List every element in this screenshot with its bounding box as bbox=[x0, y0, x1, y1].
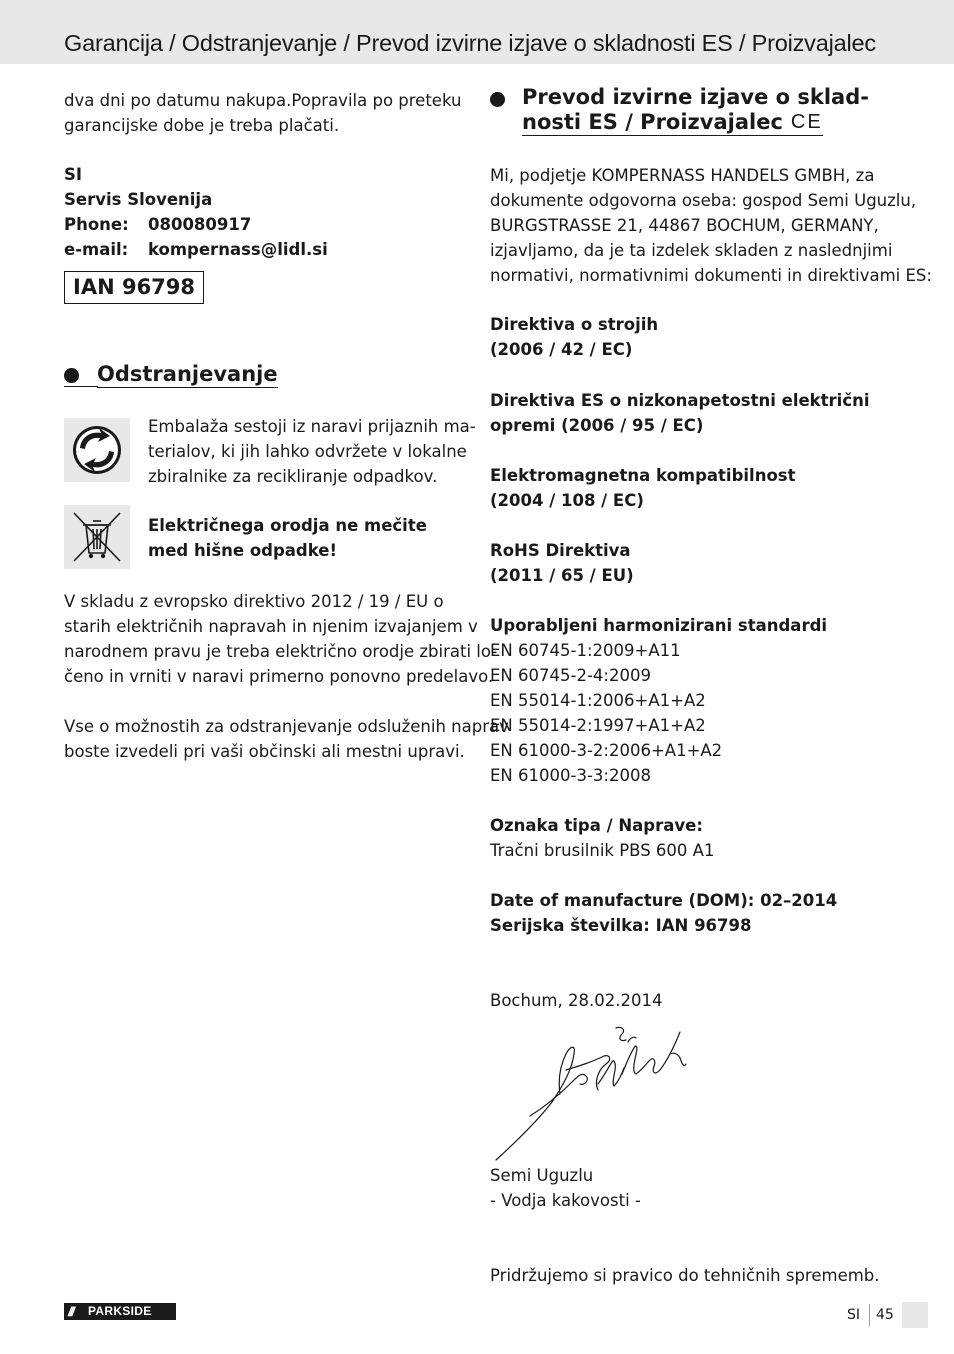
type-heading: Oznaka tipa / Naprave: bbox=[490, 816, 703, 835]
info-line: boste izvedeli pri vaši občinski ali mestni upravi. bbox=[64, 742, 465, 761]
email-label: e-mail: bbox=[64, 240, 129, 259]
section-title: Odstranjevanje bbox=[97, 362, 278, 386]
footer-language: SI bbox=[847, 1307, 861, 1323]
standard-item: EN 61000-3-3:2008 bbox=[490, 766, 651, 785]
serial-line: Serijska številka: IAN 96798 bbox=[490, 916, 752, 935]
logo-stripes-icon: /// bbox=[68, 1304, 73, 1319]
declaration-intro-line: normativi, normativnimi dokumenti in direktivami ES: bbox=[490, 266, 932, 285]
directive-line: narodnem pravu je treba električno orodje zbirati lo- bbox=[64, 642, 498, 661]
info-line: Vse o možnostih za odstranjevanje odsluženih naprav bbox=[64, 717, 509, 736]
place-date: Bochum, 28.02.2014 bbox=[490, 991, 663, 1010]
standard-item: EN 60745-2-4:2009 bbox=[490, 666, 651, 685]
logo-text: PARKSIDE bbox=[88, 1304, 152, 1318]
bullet-icon bbox=[64, 368, 79, 383]
ce-mark-icon: CE bbox=[790, 111, 823, 133]
packaging-line: terialov, ki jih lahko odvržete v lokalne bbox=[148, 442, 467, 461]
declaration-intro-line: BURGSTRASSE 21, 44867 BOCHUM, GERMANY, bbox=[490, 216, 879, 235]
packaging-line: zbiralnike za recikliranje odpadkov. bbox=[148, 467, 438, 486]
heading-underline bbox=[64, 386, 98, 387]
signer-role: - Vodja kakovosti - bbox=[490, 1191, 641, 1210]
signer-name: Semi Uguzlu bbox=[490, 1166, 594, 1185]
directive-name: RoHS Direktiva bbox=[490, 541, 631, 560]
directive-name: Direktiva ES o nizkonapetostni električni bbox=[490, 391, 870, 410]
standards-heading: Uporabljeni harmonizirani standardi bbox=[490, 616, 828, 635]
standard-item: EN 55014-2:1997+A1+A2 bbox=[490, 716, 706, 735]
page-tab bbox=[902, 1302, 928, 1328]
standard-item: EN 55014-1:2006+A1+A2 bbox=[490, 691, 706, 710]
directive-line: V skladu z evropsko direktivo 2012 / 19 / EU o bbox=[64, 592, 444, 611]
warning-line: med hišne odpadke! bbox=[148, 541, 337, 560]
declaration-intro-line: izjavljamo, da je ta izdelek skladen z naslednjimi bbox=[490, 241, 893, 260]
phone-label: Phone: bbox=[64, 215, 129, 234]
service-name: Servis Slovenija bbox=[64, 190, 213, 209]
directive-code: (2006 / 42 / EC) bbox=[490, 340, 633, 359]
intro-line: dva dni po datumu nakupa.Popravila po preteku bbox=[64, 91, 462, 110]
service-country: SI bbox=[64, 165, 83, 184]
section-heading-disposal bbox=[64, 362, 278, 388]
directive-name: Direktiva o strojih bbox=[490, 315, 659, 334]
directive-name: Elektromagnetna kompatibilnost bbox=[490, 466, 796, 485]
parkside-logo bbox=[64, 1303, 176, 1320]
declaration-intro-line: Mi, podjetje KOMPERNASS HANDELS GMBH, za bbox=[490, 166, 875, 185]
dom-line: Date of manufacture (DOM): 02–2014 bbox=[490, 891, 838, 910]
footer-divider bbox=[869, 1304, 870, 1326]
changes-notice: Pridržujemo si pravico do tehničnih sprememb. bbox=[490, 1266, 880, 1285]
type-value: Tračni brusilnik PBS 600 A1 bbox=[490, 841, 715, 860]
declaration-heading-line: Prevod izvirne izjave o sklad- bbox=[522, 85, 869, 109]
email-value: kompernass@lidl.si bbox=[148, 240, 328, 259]
declaration-intro-line: dokumente odgovorna oseba: gospod Semi Uguzlu, bbox=[490, 191, 917, 210]
crossed-bin-icon bbox=[64, 505, 130, 569]
page-title: Garancija / Odstranjevanje / Prevod izvirne izjave o skladnosti ES / Proizvajalec bbox=[64, 30, 876, 56]
declaration-heading-row bbox=[522, 110, 823, 136]
packaging-line: Embalaža sestoji iz naravi prijaznih ma- bbox=[148, 417, 476, 436]
directive-line: starih električnih napravah in njenim izvajanjem v bbox=[64, 617, 478, 636]
declaration-heading-line: nosti ES / Proizvajalec bbox=[522, 110, 783, 134]
recycling-icon bbox=[64, 418, 130, 482]
directive-code: (2011 / 65 / EU) bbox=[490, 566, 634, 585]
page-number: 45 bbox=[876, 1307, 894, 1323]
intro-line: garancijske dobe je treba plačati. bbox=[64, 116, 340, 135]
standard-item: EN 61000-3-2:2006+A1+A2 bbox=[490, 741, 723, 760]
bullet-icon bbox=[490, 92, 505, 107]
warning-line: Električnega orodja ne mečite bbox=[148, 516, 427, 535]
signature bbox=[494, 1024, 694, 1168]
directive-line: čeno in vrniti v naravi primerno ponovno predelavo. bbox=[64, 667, 494, 686]
standard-item: EN 60745-1:2009+A11 bbox=[490, 641, 681, 660]
ian-box: IAN 96798 bbox=[64, 271, 204, 304]
directive-code: (2004 / 108 / EC) bbox=[490, 491, 644, 510]
phone-value: 080080917 bbox=[148, 215, 252, 234]
directive-code: opremi (2006 / 95 / EC) bbox=[490, 416, 704, 435]
